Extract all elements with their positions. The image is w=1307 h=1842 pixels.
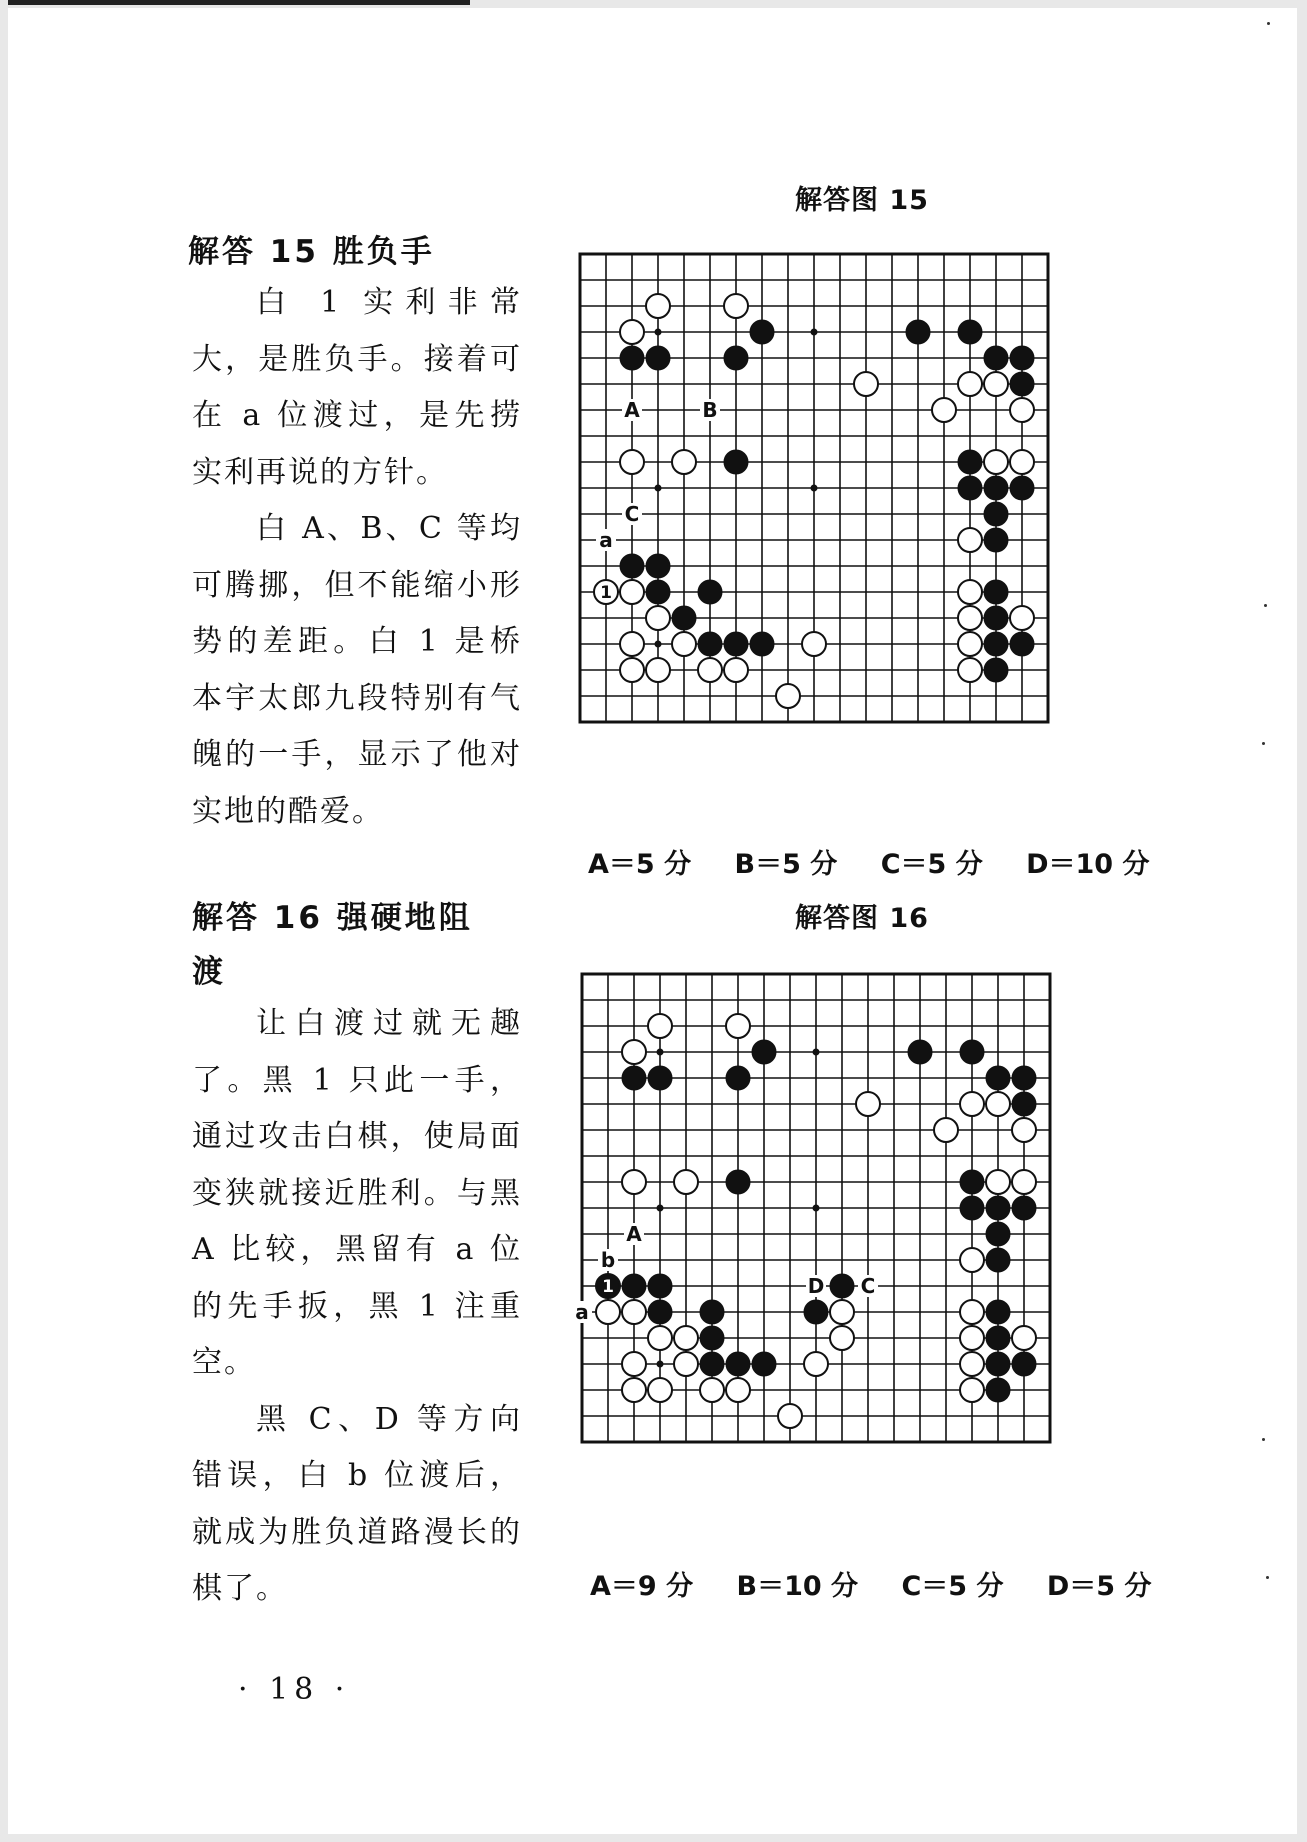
black-stone: [986, 1378, 1010, 1402]
figure15-score-b: B＝5 分: [734, 849, 838, 880]
black-stone: [984, 346, 1008, 370]
black-stone: [698, 580, 722, 604]
white-stone: [648, 1326, 672, 1350]
black-stone: [958, 476, 982, 500]
white-stone: [960, 1352, 984, 1376]
star-point: [657, 1049, 664, 1056]
star-point: [811, 329, 818, 336]
white-stone: [934, 1118, 958, 1142]
white-stone: [960, 1092, 984, 1116]
black-stone: [700, 1326, 724, 1350]
white-stone: [960, 1300, 984, 1324]
white-stone: [646, 658, 670, 682]
black-stone: [984, 632, 1008, 656]
black-stone: [724, 346, 748, 370]
white-stone: [984, 450, 1008, 474]
white-stone: [830, 1326, 854, 1350]
black-stone: [1012, 1092, 1036, 1116]
point-label-C: C: [624, 502, 640, 526]
scan-speck: [1262, 742, 1265, 745]
answer15-paragraph-1: 白 1 实利非常大，是胜负手。接着可在 a 位渡过，是先捞实利再说的方针。: [192, 285, 522, 490]
star-point: [657, 1361, 664, 1368]
figure16-score-a: A＝9 分: [590, 1571, 694, 1602]
black-stone: [986, 1066, 1010, 1090]
figure15-score-a: A＝5 分: [588, 849, 692, 880]
white-stone: [622, 1300, 646, 1324]
scan-speck: [1267, 22, 1270, 25]
black-stone: [986, 1222, 1010, 1246]
black-stone: [1010, 346, 1034, 370]
black-stone: [960, 1040, 984, 1064]
black-stone: [622, 1274, 646, 1298]
white-stone: [674, 1352, 698, 1376]
scan-border-bottom: [0, 1834, 1307, 1842]
white-stone: [620, 450, 644, 474]
white-stone: [984, 372, 1008, 396]
white-stone: [622, 1352, 646, 1376]
white-stone: [726, 1378, 750, 1402]
scan-speck: [1264, 604, 1267, 607]
black-stone: [726, 1170, 750, 1194]
black-stone: [698, 632, 722, 656]
black-stone: [804, 1300, 828, 1324]
answer16-heading-line2: 渡: [192, 954, 226, 990]
star-point: [655, 641, 662, 648]
figure16-go-board: [562, 960, 1132, 1530]
point-label-D: D: [807, 1274, 825, 1298]
answer16-body: [192, 996, 522, 1618]
star-point: [655, 485, 662, 492]
white-stone: [778, 1404, 802, 1428]
black-stone: [1010, 632, 1034, 656]
white-stone: [804, 1352, 828, 1376]
black-stone: [986, 1300, 1010, 1324]
point-label-a: a: [599, 528, 613, 552]
point-label-b: b: [600, 1248, 616, 1272]
black-stone: [700, 1352, 724, 1376]
white-stone: [1012, 1118, 1036, 1142]
star-point: [657, 1205, 664, 1212]
white-stone: [648, 1378, 672, 1402]
figure15-scores: [588, 842, 1184, 881]
black-stone: [986, 1196, 1010, 1220]
point-label-A: A: [626, 1222, 642, 1246]
black-stone: [1010, 476, 1034, 500]
white-stone: [1010, 450, 1034, 474]
white-stone: [856, 1092, 880, 1116]
white-stone: [960, 1326, 984, 1350]
white-stone: [672, 632, 696, 656]
black-stone: [984, 580, 1008, 604]
point-label-A: A: [624, 398, 640, 422]
figure16-score-d: D＝5 分: [1046, 1571, 1152, 1602]
scan-border-left: [0, 0, 8, 1842]
white-stone: [1012, 1170, 1036, 1194]
black-stone: [986, 1248, 1010, 1272]
black-stone: [648, 1274, 672, 1298]
white-stone: [726, 1014, 750, 1038]
white-stone: [620, 632, 644, 656]
black-stone: [984, 528, 1008, 552]
black-stone: [726, 1066, 750, 1090]
scan-border-right: [1297, 0, 1307, 1842]
figure15-go-board: [560, 240, 1130, 810]
answer15-body: [192, 275, 522, 840]
answer16-paragraph-2: 黑 C、D 等方向错误，白 b 位渡后，就成为胜负道路漫长的棋了。: [192, 1401, 522, 1606]
white-stone: [958, 580, 982, 604]
black-stone: [960, 1196, 984, 1220]
black-stone: [620, 554, 644, 578]
white-stone: [1010, 398, 1034, 422]
answer16-heading-line1: 解答 16 强硬地阻: [192, 900, 473, 936]
black-stone: [984, 502, 1008, 526]
black-stone: [906, 320, 930, 344]
black-stone: [986, 1352, 1010, 1376]
star-point: [811, 485, 818, 492]
white-stone: [958, 528, 982, 552]
point-label-C: C: [860, 1274, 876, 1298]
black-stone: [648, 1066, 672, 1090]
point-label-B: B: [702, 398, 718, 422]
black-stone: [646, 346, 670, 370]
black-stone: [984, 606, 1008, 630]
white-stone: [986, 1092, 1010, 1116]
white-stone: [960, 1378, 984, 1402]
figure15-score-c: C＝5 分: [880, 849, 983, 880]
white-stone: [700, 1378, 724, 1402]
white-stone: [724, 294, 748, 318]
white-stone: [1012, 1326, 1036, 1350]
white-stone: [674, 1326, 698, 1350]
black-stone: [958, 450, 982, 474]
white-stone: [622, 1170, 646, 1194]
black-stone: [984, 476, 1008, 500]
black-stone: [986, 1326, 1010, 1350]
figure16-score-c: C＝5 分: [901, 1571, 1004, 1602]
white-stone: [620, 320, 644, 344]
answer15-paragraph-2: 白 A、B、C 等均可腾挪，但不能缩小形势的差距。白 1 是桥本宇太郎九段特别有气魄的一手，显示了他对实地的酷爱。: [192, 511, 522, 829]
figure16-title: 解答图 16: [795, 903, 929, 934]
white-stone: [776, 684, 800, 708]
scan-speck: [1266, 1576, 1269, 1579]
white-stone: [958, 658, 982, 682]
white-stone: [958, 372, 982, 396]
figure16-scores: [590, 1564, 1186, 1603]
black-stone: [1012, 1352, 1036, 1376]
black-stone: [622, 1066, 646, 1090]
white-stone: [1010, 606, 1034, 630]
black-stone: [750, 320, 774, 344]
stone-number: 1: [600, 583, 612, 603]
black-stone: [646, 580, 670, 604]
black-stone: [620, 346, 644, 370]
white-stone: [674, 1170, 698, 1194]
black-stone: [726, 1352, 750, 1376]
answer16-paragraph-1: 让白渡过就无趣了。黑 1 只此一手，通过攻击白棋，使局面变狭就接近胜利。与黑 A 比较，黑留有 a 位的先手扳，黑 1 注重空。: [192, 1006, 522, 1380]
white-stone: [672, 450, 696, 474]
black-stone: [646, 554, 670, 578]
black-stone: [830, 1274, 854, 1298]
scan-speck: [1262, 1438, 1265, 1441]
white-stone: [620, 658, 644, 682]
black-stone: [1012, 1196, 1036, 1220]
stone-number: 1: [602, 1277, 614, 1297]
white-stone: [958, 606, 982, 630]
black-stone: [984, 658, 1008, 682]
black-stone: [752, 1040, 776, 1064]
black-stone: [958, 320, 982, 344]
white-stone: [960, 1248, 984, 1272]
white-stone: [986, 1170, 1010, 1194]
black-stone: [1010, 372, 1034, 396]
white-stone: [932, 398, 956, 422]
star-point: [813, 1049, 820, 1056]
black-stone: [724, 632, 748, 656]
star-point: [813, 1205, 820, 1212]
white-stone: [830, 1300, 854, 1324]
black-stone: [672, 606, 696, 630]
page-number: · 18 ·: [238, 1672, 351, 1707]
black-stone: [1012, 1066, 1036, 1090]
figure16-score-b: B＝10 分: [736, 1571, 859, 1602]
figure15-score-d: D＝10 分: [1026, 849, 1150, 880]
figure15-title: 解答图 15: [795, 185, 929, 216]
white-stone: [646, 294, 670, 318]
white-stone: [854, 372, 878, 396]
black-stone: [700, 1300, 724, 1324]
black-stone: [960, 1170, 984, 1194]
white-stone: [646, 606, 670, 630]
white-stone: [802, 632, 826, 656]
white-stone: [648, 1014, 672, 1038]
black-stone: [750, 632, 774, 656]
white-stone: [622, 1040, 646, 1064]
star-point: [655, 329, 662, 336]
white-stone: [620, 580, 644, 604]
scan-border-top: [0, 0, 1307, 8]
black-stone: [648, 1300, 672, 1324]
white-stone: [958, 632, 982, 656]
black-stone: [752, 1352, 776, 1376]
answer15-heading: 解答 15 胜负手: [188, 234, 435, 270]
white-stone: [622, 1378, 646, 1402]
white-stone: [698, 658, 722, 682]
white-stone: [596, 1300, 620, 1324]
white-stone: [724, 658, 748, 682]
point-label-a: a: [575, 1300, 589, 1324]
black-stone: [724, 450, 748, 474]
black-stone: [908, 1040, 932, 1064]
